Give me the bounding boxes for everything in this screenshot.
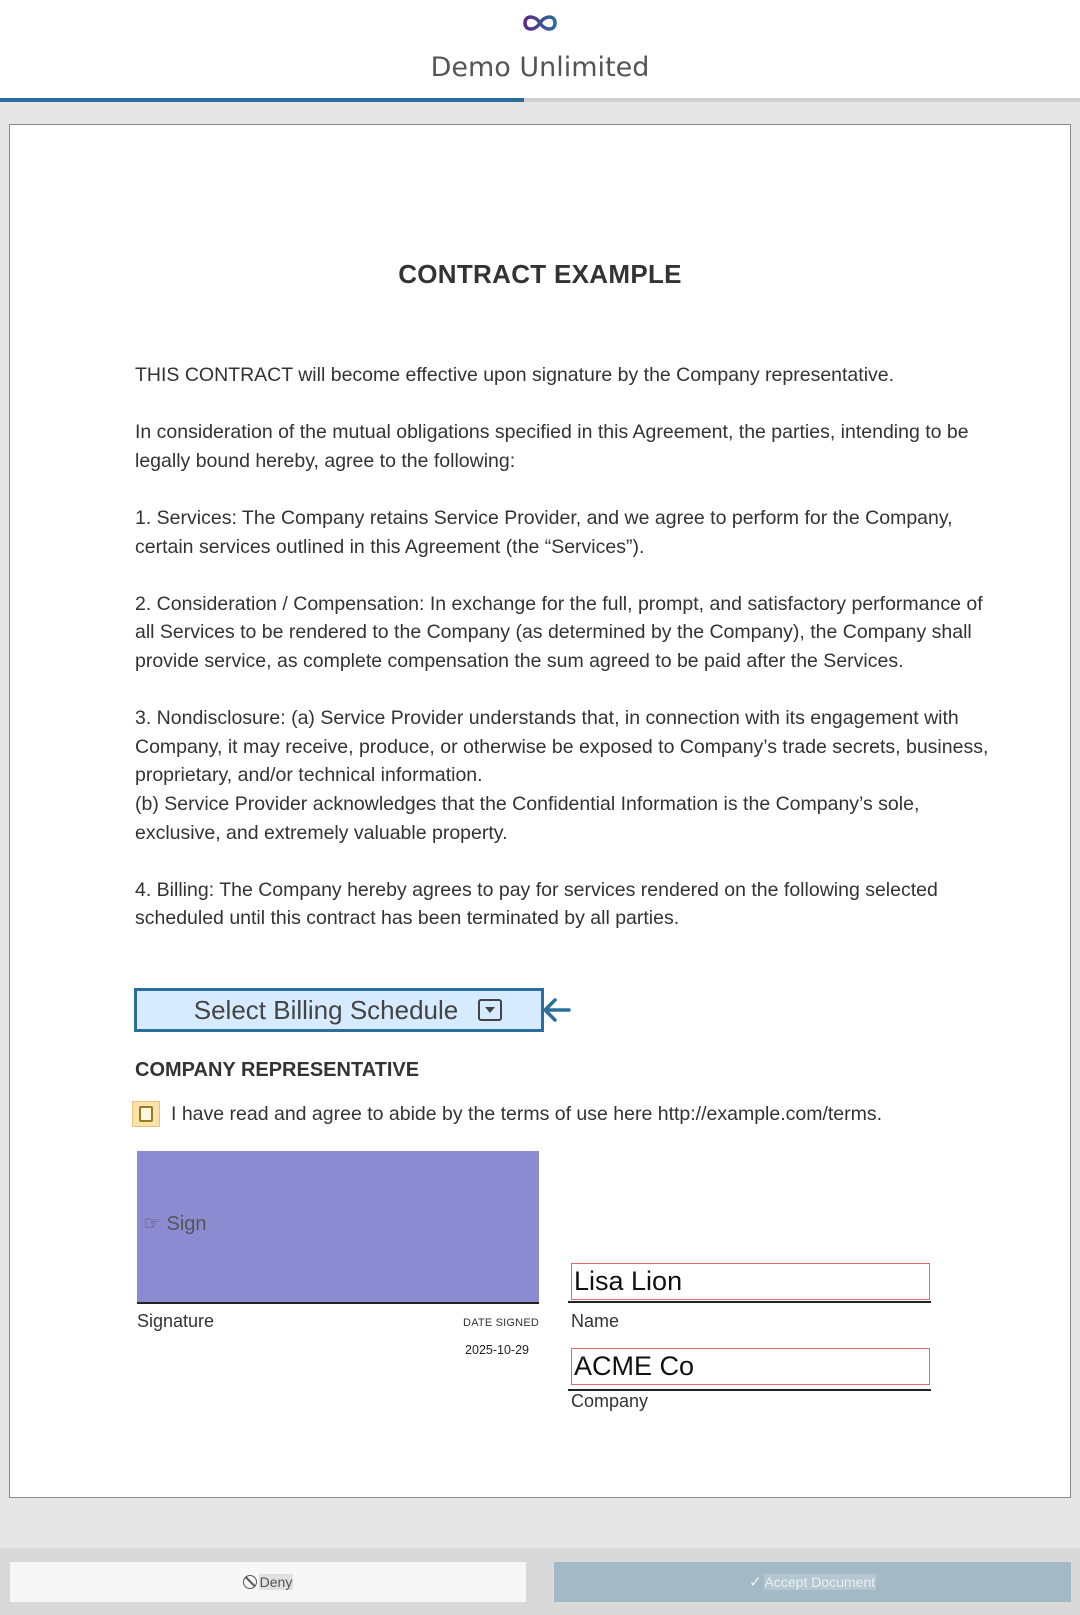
company-caption: Company	[571, 1391, 649, 1411]
paragraph-services: 1. Services: The Company retains Service Provider, and we agree to perform for the Company, certain services outlined in this Agreement (the “Services”).	[135, 506, 953, 558]
contract-body	[135, 361, 995, 961]
signature-caption: Signature	[137, 1311, 215, 1331]
paragraph-nondisclosure-a: 3. Nondisclosure: (a) Service Provider understands that, in connection with its engagement with Company, it may receive, produce, or otherwise be exposed to Company’s trade secrets, business, proprietary, and/or technical information.	[135, 707, 989, 787]
deny-button-label: Deny	[259, 1574, 293, 1590]
org-name: Demo Unlimited	[430, 52, 650, 83]
checkbox-square-icon	[139, 1106, 153, 1122]
agree-checkbox[interactable]	[132, 1101, 160, 1127]
accept-document-button[interactable]	[554, 1562, 1071, 1602]
paragraph-nondisclosure-b: (b) Service Provider acknowledges that the Confidential Information is the Company’s sole, exclusive, and extremely valuable property.	[135, 792, 920, 844]
infinity-logo-icon	[520, 12, 560, 34]
name-field[interactable]: Lisa Lion	[571, 1263, 930, 1300]
check-icon: ✓	[748, 1574, 762, 1591]
date-signed-value: 2025-10-29	[465, 1343, 529, 1357]
billing-schedule-label: Select Billing Schedule	[193, 994, 459, 1025]
paragraph-compensation: 2. Consideration / Compensation: In exchange for the full, prompt, and satisfactory performance of all Services to be rendered to the Company (as determined by the Company), the Company shall provide service, as complete compensation the sum agreed to be paid after the Services.	[135, 592, 983, 672]
progress-bar	[0, 98, 1080, 102]
document-page	[9, 124, 1071, 1498]
progress-bar-fill	[0, 98, 524, 102]
deny-button[interactable]	[10, 1562, 526, 1602]
date-signed-caption: DATE SIGNED	[463, 1317, 539, 1329]
signature-field[interactable]	[137, 1151, 539, 1302]
company-field[interactable]: ACME Co	[571, 1348, 930, 1385]
agree-checkbox-label: I have read and agree to abide by the terms of use here http://example.com/terms.	[171, 1103, 883, 1125]
app-header	[0, 0, 1080, 102]
accept-document-label: Accept Document	[764, 1574, 876, 1590]
signature-underline	[137, 1302, 539, 1304]
document-title: CONTRACT EXAMPLE	[398, 259, 682, 289]
dropdown-caret-icon	[478, 999, 502, 1021]
name-caption: Name	[571, 1311, 620, 1331]
paragraph-billing: 4. Billing: The Company hereby agrees to pay for services rendered on the following selected scheduled until this contract has been terminated by all parties.	[135, 878, 938, 930]
paragraph-consideration: In consideration of the mutual obligations specified in this Agreement, the parties, intending to be legally bound hereby, agree to the following:	[135, 421, 969, 472]
billing-schedule-select[interactable]	[134, 988, 544, 1032]
section-heading: COMPANY REPRESENTATIVE	[135, 1059, 420, 1081]
sign-button-label: ☞ Sign	[143, 1213, 207, 1235]
name-underline	[568, 1301, 931, 1303]
arrow-left-icon	[541, 992, 577, 1028]
ban-icon	[243, 1575, 257, 1589]
paragraph-intro: THIS CONTRACT will become effective upon signature by the Company representative.	[135, 364, 895, 386]
